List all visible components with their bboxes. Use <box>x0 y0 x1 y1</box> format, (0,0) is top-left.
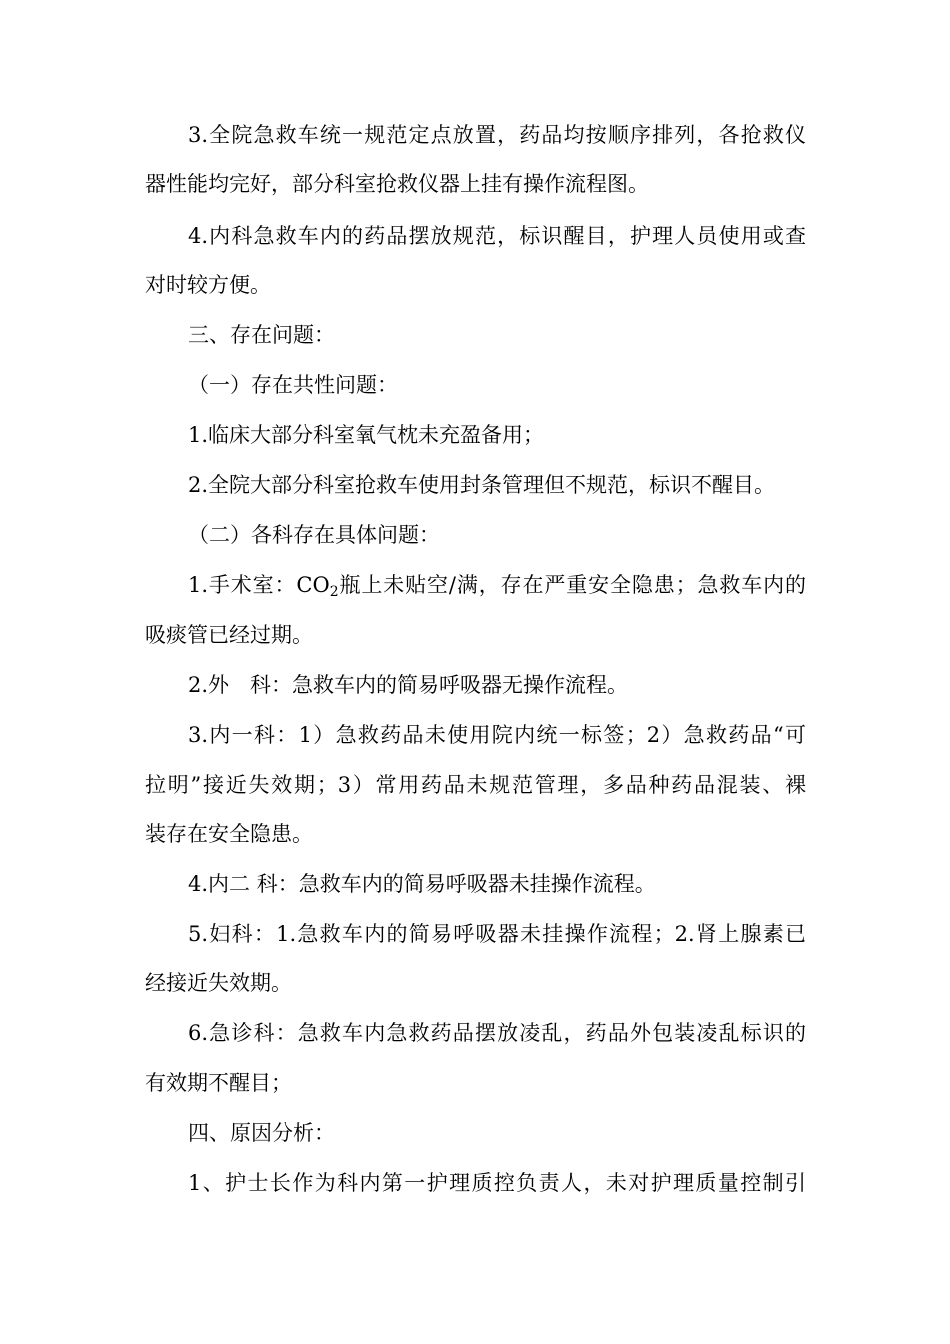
co2-subscript: 2 <box>329 584 339 600</box>
common-problem-2: 2.全院大部分科室抢救车使用封条管理但不规范，标识不醒目。 <box>188 473 776 497</box>
dept-problem-1-line-1 <box>188 571 806 599</box>
section-heading-cause-analysis: 四、原因分析： <box>188 1121 335 1145</box>
subheading-common-problems: （一）存在共性问题： <box>188 373 398 397</box>
cause-1-line-1: 1、护士长作为科内第一护理质控负责人，未对护理质量控制引 <box>188 1171 806 1195</box>
common-problem-1: 1.临床大部分科室氧气枕未充盈备用； <box>188 423 545 447</box>
dept-problem-6-line-1: 6.急诊科：急救车内急救药品摆放凌乱，药品外包装凌乱标识的 <box>188 1021 806 1045</box>
dept-problem-3-line-1: 3.内一科：1）急救药品未使用院内统一标签；2）急救药品“可 <box>188 723 806 747</box>
dept-problem-3-line-3: 装存在安全隐患。 <box>145 822 313 846</box>
dept-problem-5-line-2: 经接近失效期。 <box>145 971 292 995</box>
paragraph-4-line-1: 4.内科急救车内的药品摆放规范，标识醒目，护理人员使用或查 <box>188 224 806 248</box>
section-heading-problems: 三、存在问题： <box>188 323 335 347</box>
dept-problem-1-text-b: 瓶上未贴空/满，存在严重安全隐患；急救车内的 <box>338 573 807 597</box>
dept-problem-6-line-2: 有效期不醒目； <box>145 1071 292 1095</box>
dept-problem-2: 2.外 科：急救车内的简易呼吸器无操作流程。 <box>188 673 629 697</box>
dept-problem-3-line-2: 拉明”接近失效期；3）常用药品未规范管理，多品种药品混装、裸 <box>145 773 806 797</box>
dept-problem-4: 4.内二 科：急救车内的简易呼吸器未挂操作流程。 <box>188 872 656 896</box>
dept-problem-1-text-a: 1.手术室：CO <box>188 573 330 597</box>
dept-problem-5-line-1: 5.妇科：1.急救车内的简易呼吸器未挂操作流程；2.肾上腺素已 <box>188 922 806 946</box>
paragraph-3-line-1: 3.全院急救车统一规范定点放置，药品均按顺序排列，各抢救仪 <box>188 123 806 147</box>
paragraph-4-line-2: 对时较方便。 <box>145 273 271 297</box>
subheading-department-problems: （二）各科存在具体问题： <box>188 523 440 547</box>
paragraph-3-line-2: 器性能均完好，部分科室抢救仪器上挂有操作流程图。 <box>145 172 649 196</box>
dept-problem-1-line-2: 吸痰管已经过期。 <box>145 623 313 647</box>
